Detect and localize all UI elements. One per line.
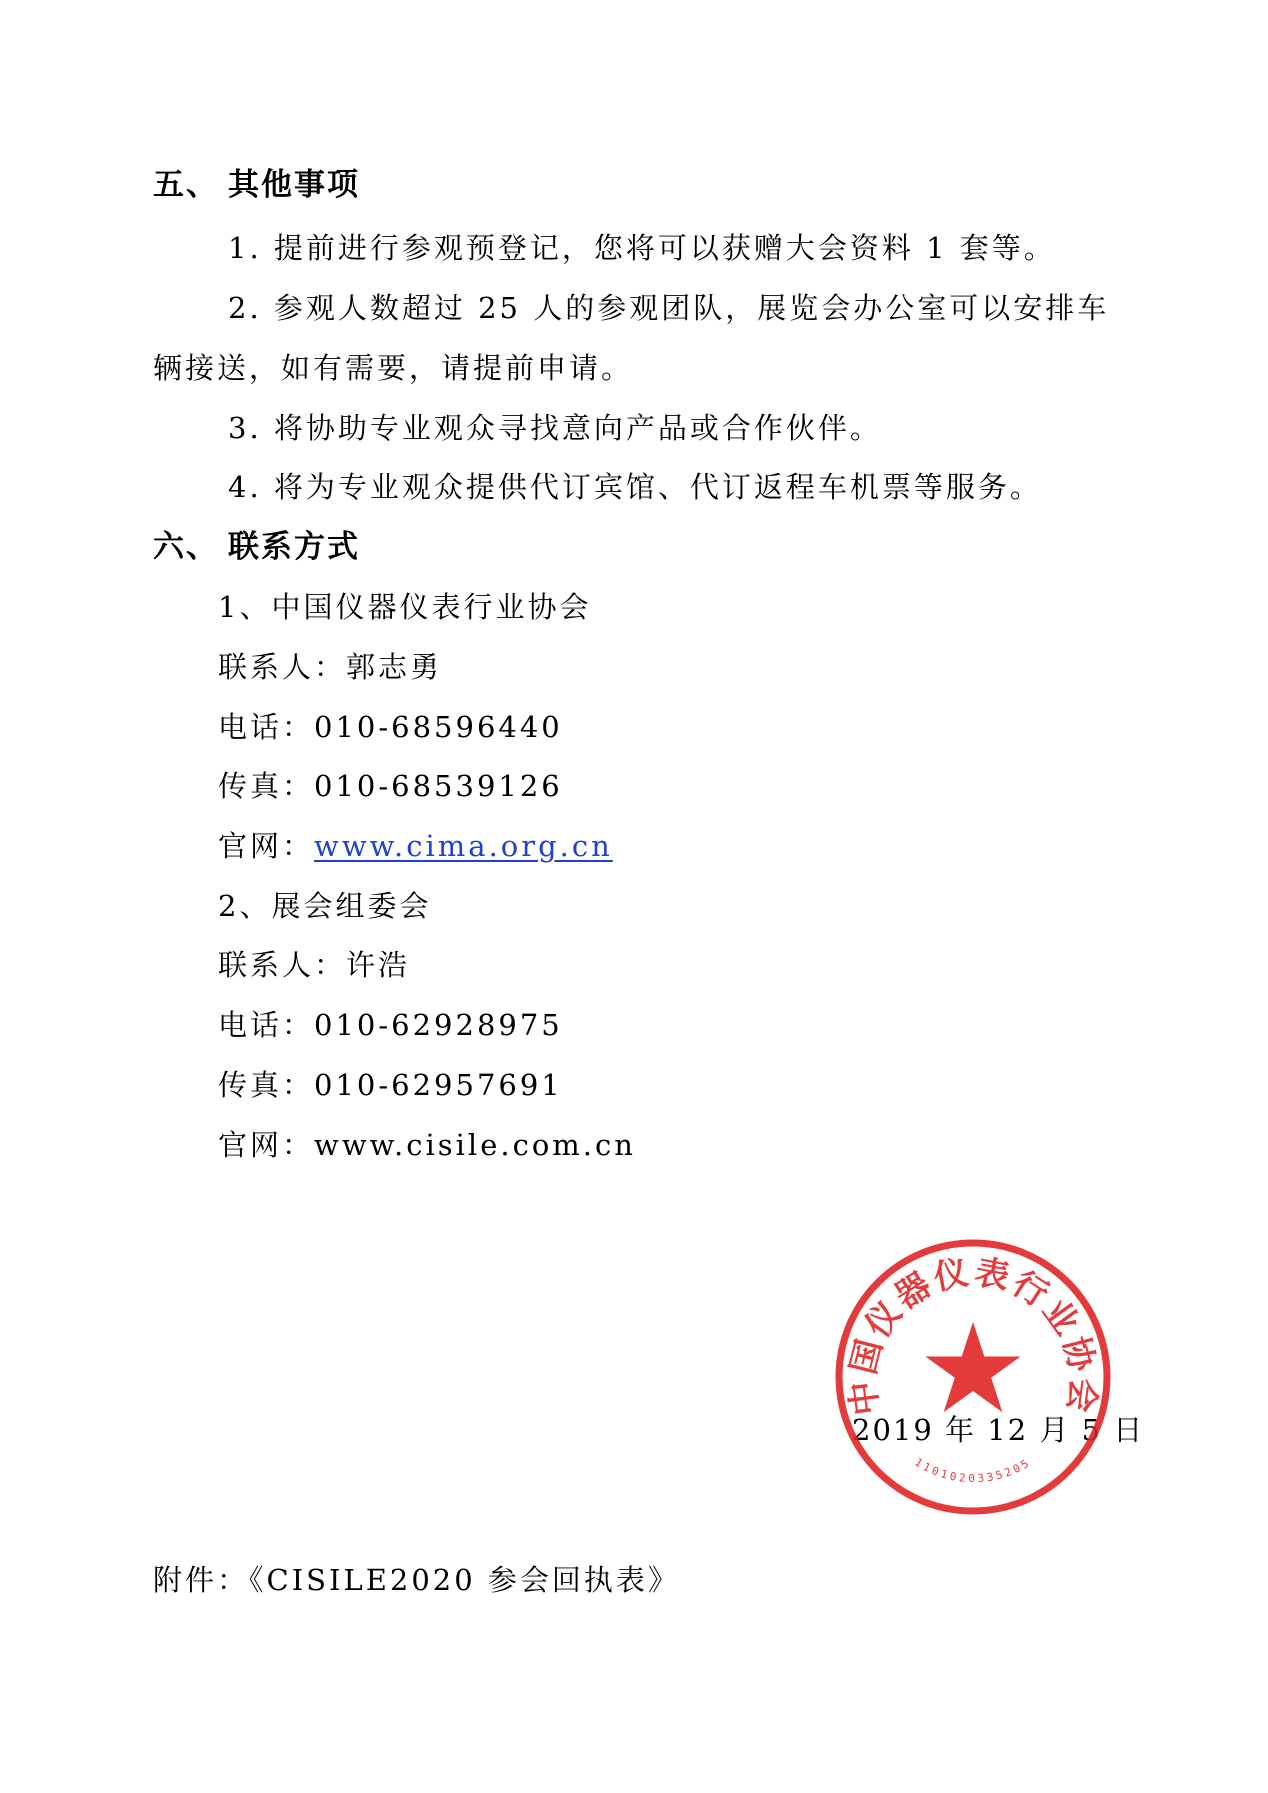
contact-person: 联系人：许浩 [218,948,411,982]
contact-person: 联系人：郭志勇 [218,650,443,684]
contact-org: 2、展会组委会 [218,889,432,923]
list-item-continuation: 辆接送，如有需要，请提前申请。 [153,351,634,385]
attachment-note: 附件：《CISILE2020 参会回执表》 [153,1563,680,1597]
section-heading-6 [153,529,360,565]
website-link[interactable]: www.cima.org.cn [314,829,613,863]
seal-code: 1101020335205 [912,1455,1034,1486]
document-date: 2019 年 12 月 5 日 [852,1413,1145,1447]
seal-text: 中国仪器仪表行业协会 [842,1252,1104,1418]
section-number: 五、 [153,167,219,203]
section-number: 六、 [153,529,219,565]
contact-website [218,828,613,864]
list-item: 2. 参观人数超过 25 人的参观团队，展览会办公室可以安排车 [228,291,1110,325]
website-label: 官网： [218,829,315,863]
section-title: 联系方式 [228,529,360,565]
section-title: 其他事项 [228,167,360,203]
list-item: 1. 提前进行参观预登记，您将可以获赠大会资料 1 套等。 [228,231,1056,265]
contact-phone: 电话：010-62928975 [218,1008,563,1042]
seal-star-icon [925,1322,1020,1412]
official-seal [832,1236,1114,1518]
contact-website: 官网：www.cisile.com.cn [218,1128,636,1162]
section-heading-5 [153,167,360,203]
contact-org: 1、中国仪器仪表行业协会 [218,590,592,624]
contact-fax: 传真：010-62957691 [218,1068,563,1102]
list-item: 3. 将协助专业观众寻找意向产品或合作伙伴。 [228,411,882,445]
contact-phone: 电话：010-68596440 [218,710,563,744]
contact-fax: 传真：010-68539126 [218,769,563,803]
list-item: 4. 将为专业观众提供代订宾馆、代订返程车机票等服务。 [228,470,1042,504]
